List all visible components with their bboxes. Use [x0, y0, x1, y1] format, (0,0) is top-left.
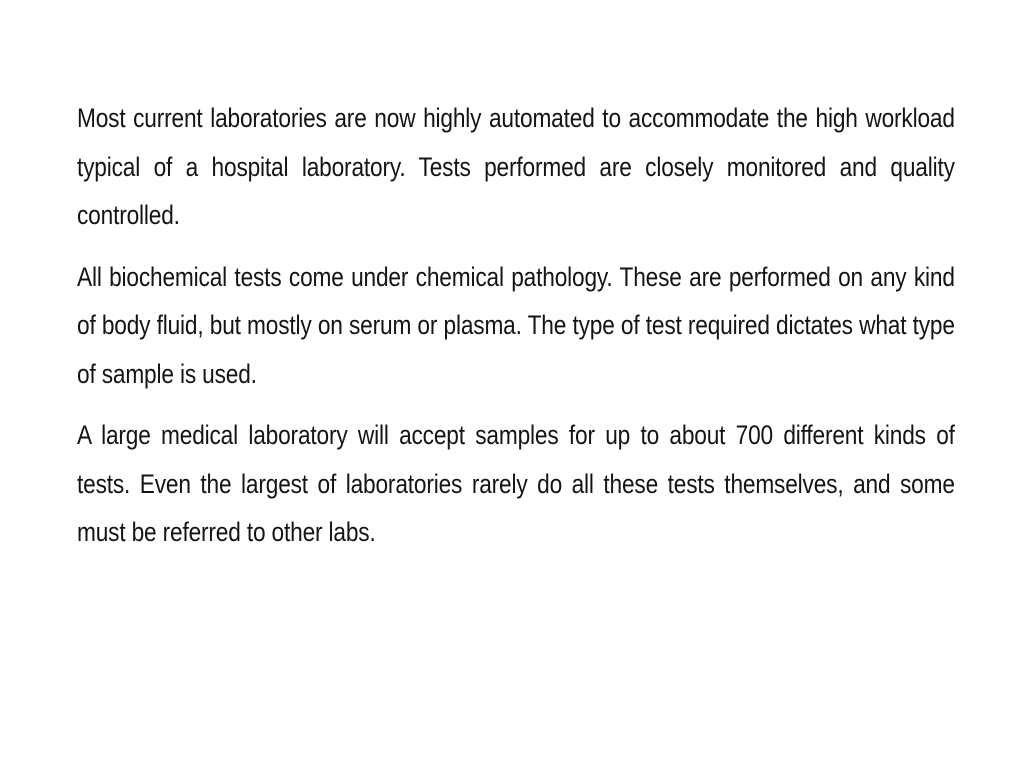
slide-body [77, 94, 955, 570]
paragraph-chemical-pathology: All biochemical tests come under chemical pathology. These are performed on any kind of body fluid, but mostly on serum or plasma. The type of test required dictates what type of sample is used. [77, 261, 955, 389]
paragraph-automation: Most current laboratories are now highly automated to accommodate the high workload typical of a hospital laboratory. Tests performed are closely monitored and quality controlled. [77, 103, 955, 230]
paragraph-test-volume: A large medical laboratory will accept samples for up to about 700 different kinds of tests. Even the largest of laboratories rarely do all these tests themselves, and some must be referred to other labs. [77, 420, 955, 547]
